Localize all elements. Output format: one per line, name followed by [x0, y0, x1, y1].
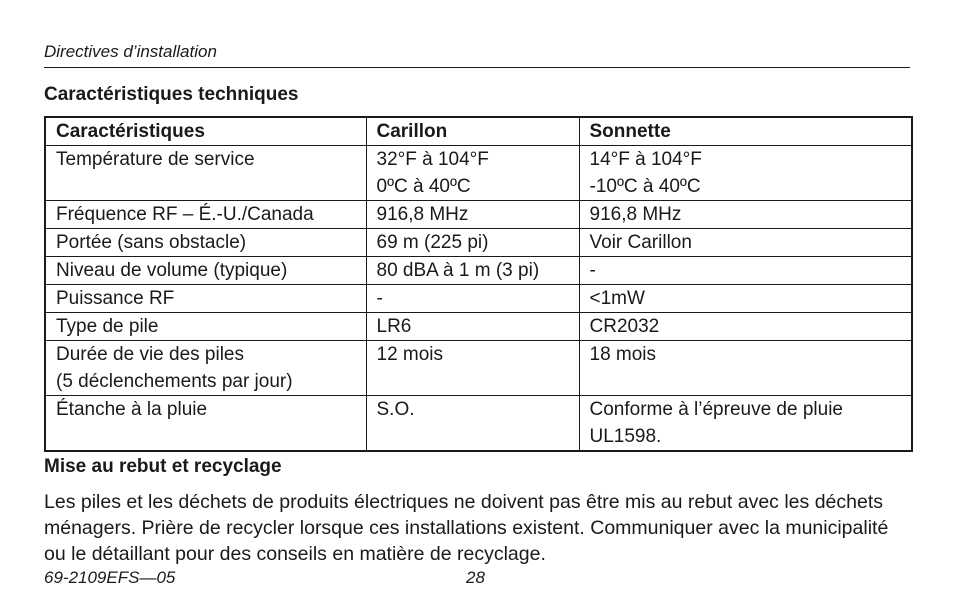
table-row	[45, 396, 912, 452]
cell-text: 916,8 MHz	[376, 204, 469, 225]
doorbell-value-cell	[579, 201, 912, 229]
doorbell-value-cell	[579, 313, 912, 341]
row-label-cell	[45, 313, 366, 341]
cell-text: Portée (sans obstacle)	[56, 232, 247, 253]
cell-text: <1mW	[589, 288, 645, 309]
doorbell-value-cell	[579, 146, 912, 201]
chime-value-cell	[366, 313, 579, 341]
specs-section-title: Caractéristiques techniques	[44, 84, 299, 105]
chime-value-cell	[366, 257, 579, 285]
cell-text: Voir Carillon	[589, 232, 692, 253]
specs-table-header-row	[45, 117, 912, 146]
cell-text: 0ºC à 40ºC	[376, 176, 471, 197]
chime-value-cell	[366, 201, 579, 229]
cell-text: -	[589, 260, 596, 281]
disposal-paragraph: Les piles et les déchets de produits électriques ne doivent pas être mis au rebut avec les déchets ménagers. Prière de recycler lorsque ces installations existent. Communiquer avec la municipalité ou le détaillant pour des conseils en matière de recyclage.	[44, 491, 889, 565]
cell-text: Fréquence RF – É.-U./Canada	[56, 204, 314, 225]
chime-value-cell	[366, 396, 579, 452]
table-row	[45, 229, 912, 257]
cell-text: (5 déclenchements par jour)	[56, 371, 293, 392]
doorbell-value-cell	[579, 396, 912, 452]
cell-text: Température de service	[56, 149, 255, 170]
cell-text: Étanche à la pluie	[56, 399, 208, 420]
doorbell-value-cell	[579, 285, 912, 313]
row-label-cell	[45, 229, 366, 257]
cell-text: Durée de vie des piles	[56, 344, 244, 365]
chime-value-cell	[366, 285, 579, 313]
page-header-title: Directives d’installation	[44, 42, 217, 61]
specs-table	[44, 116, 913, 452]
cell-text: Type de pile	[56, 316, 159, 337]
row-label-cell	[45, 396, 366, 452]
doorbell-value-cell	[579, 257, 912, 285]
disposal-section-title: Mise au rebut et recyclage	[44, 456, 282, 477]
doorbell-value-cell	[579, 229, 912, 257]
cell-text: Niveau de volume (typique)	[56, 260, 288, 281]
cell-text: Conforme à l’épreuve de pluie	[589, 399, 843, 420]
table-row	[45, 313, 912, 341]
cell-text: 80 dBA à 1 m (3 pi)	[376, 260, 540, 281]
chime-value-cell	[366, 146, 579, 201]
cell-text: 916,8 MHz	[589, 204, 682, 225]
cell-text: S.O.	[376, 399, 415, 420]
table-row	[45, 257, 912, 285]
table-row	[45, 341, 912, 396]
document-number: 69-2109EFS—05	[44, 568, 176, 587]
cell-text: 32°F à 104°F	[376, 149, 489, 170]
page-number: 28	[466, 568, 485, 587]
cell-text: 69 m (225 pi)	[376, 232, 489, 253]
row-label-cell	[45, 341, 366, 396]
table-row	[45, 146, 912, 201]
cell-text: LR6	[376, 316, 412, 337]
chime-value-cell	[366, 341, 579, 396]
cell-text: -	[376, 288, 383, 309]
chime-value-cell	[366, 229, 579, 257]
header-divider	[44, 67, 910, 68]
column-header-characteristics: Caractéristiques	[45, 117, 366, 146]
cell-text: UL1598.	[589, 426, 662, 447]
row-label-cell	[45, 257, 366, 285]
column-header-chime: Carillon	[366, 117, 579, 146]
cell-text: Puissance RF	[56, 288, 175, 309]
column-header-doorbell: Sonnette	[579, 117, 912, 146]
row-label-cell	[45, 146, 366, 201]
cell-text: 18 mois	[589, 344, 657, 365]
cell-text: 12 mois	[376, 344, 444, 365]
row-label-cell	[45, 285, 366, 313]
doorbell-value-cell	[579, 341, 912, 396]
table-row	[45, 201, 912, 229]
cell-text: 14°F à 104°F	[589, 149, 702, 170]
table-row	[45, 285, 912, 313]
row-label-cell	[45, 201, 366, 229]
cell-text: -10ºC à 40ºC	[589, 176, 701, 197]
cell-text: CR2032	[589, 316, 660, 337]
